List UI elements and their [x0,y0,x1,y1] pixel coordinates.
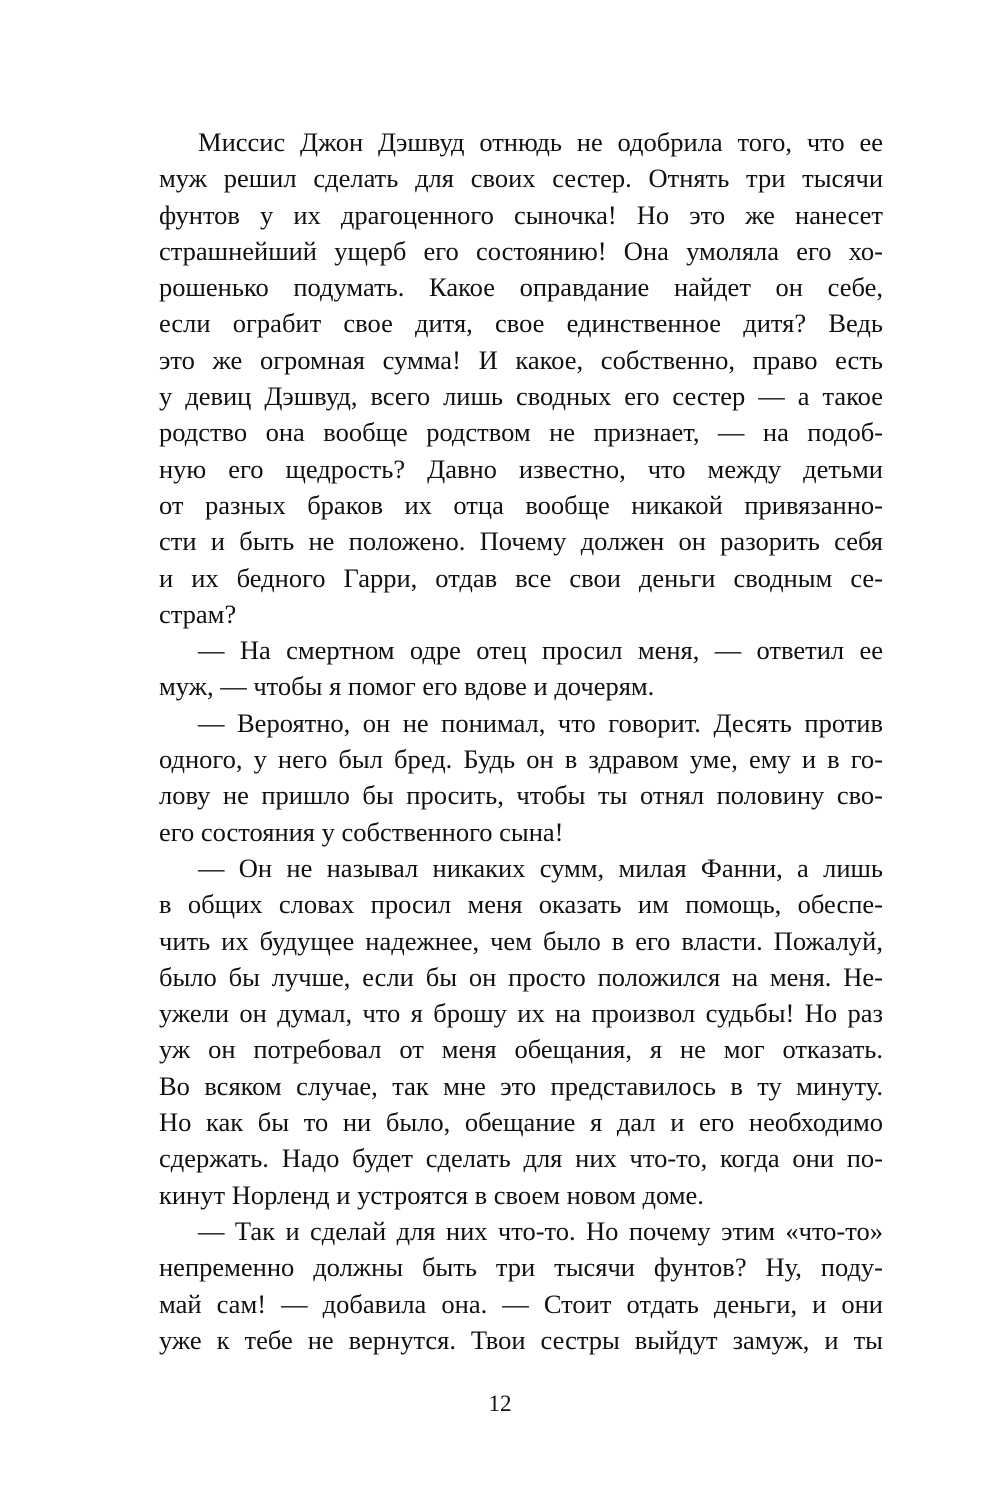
text-line: страшнейший ущерб его состоянию! Она умоляла его хо- [159,235,883,266]
text-line: сдержать. Надо будет сделать для них что-то, когда они по- [159,1143,883,1174]
text-line: ную его щедрость? Давно известно, что между детьми [159,453,883,484]
text-line: рошенько подумать. Какое оправдание найдет он себе, [159,272,883,303]
text-line: — Так и сделай для них что-то. Но почему этим «что-то» [198,1215,883,1246]
text-line: кинут Норленд и устроятся в своем новом доме. [159,1179,704,1210]
text-line: сти и быть не положено. Почему должен он разорить себя [159,526,883,557]
text-line: муж решил сделать для своих сестер. Отнять три тысячи [159,163,883,194]
text-line: если ограбит свое дитя, свое единственное дитя? Ведь [159,308,883,339]
text-line: фунтов у их драгоценного сыночка! Но это же нанесет [159,199,883,230]
page-number: 12 [488,1391,512,1416]
text-line: муж, — чтобы я помог его вдове и дочерям. [159,671,655,702]
text-line: — Вероятно, он не понимал, что говорит. Десять против [198,707,883,738]
text-line: Во всяком случае, так мне это представилось в ту минуту. [159,1070,883,1101]
text-line: страм? [159,598,237,629]
text-line: одного, у него был бред. Будь он в здравом уме, ему и в го- [159,744,883,775]
text-line: май сам! — добавила она. — Стоит отдать деньги, и они [159,1288,883,1319]
text-line: это же огромная сумма! И какое, собственно, право есть [159,344,883,375]
text-line: и их бедного Гарри, отдав все свои деньги сводным се- [159,562,883,593]
text-line: родство она вообще родством не признает, — на подоб- [159,417,883,448]
text-line: было бы лучше, если бы он просто положился на меня. Не- [159,961,883,992]
text-line: его состояния у собственного сына! [159,816,564,847]
text-line: непременно должны быть три тысячи фунтов? Ну, поду- [159,1252,883,1283]
text-line: уж он потребовал от меня обещания, я не мог отказать. [159,1034,883,1065]
text-line: Миссис Джон Дэшвуд отнюдь не одобрила того, что ее [198,127,883,157]
text-line: от разных браков их отца вообще никакой привязанно- [159,489,883,520]
text-line: Но как бы то ни было, обещание я дал и его необходимо [159,1107,883,1138]
text-line: — Он не называл никаких сумм, милая Фанни, а лишь [198,852,883,883]
text-line: уже к тебе не вернутся. Твои сестры выйдут замуж, и ты [159,1324,883,1355]
text-line: лову не пришло бы просить, чтобы ты отнял половину сво- [159,780,883,811]
text-line: чить их будущее надежнее, чем было в его власти. Пожалуй, [159,925,883,956]
text-line: — На смертном одре отец просил меня, — ответил ее [198,635,883,666]
text-line: в общих словах просил меня оказать им помощь, обеспе- [159,889,883,920]
body-text [159,124,883,1358]
text-line: ужели он думал, что я брошу их на произвол судьбы! Но раз [159,998,883,1029]
text-line: у девиц Дэшвуд, всего лишь сводных его сестер — а такое [159,381,883,412]
